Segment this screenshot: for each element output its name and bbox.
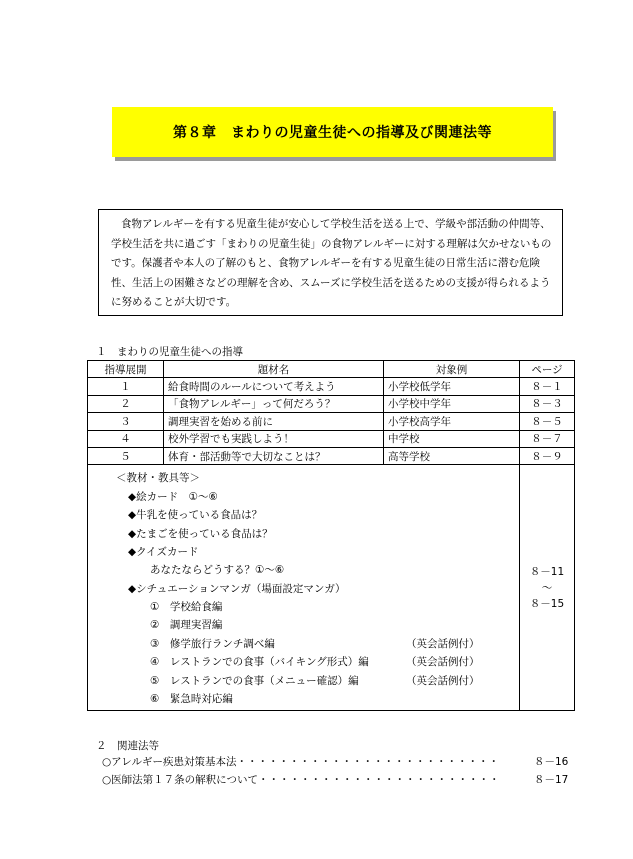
header-cell: 対象例 [384,361,520,378]
law-page: ８－16 [534,756,569,768]
row-target: 高等学校 [384,447,520,464]
material-item: ◆たまごを使っている食品は？ [128,527,273,540]
page-from: ８－11 [529,565,565,578]
material-item: ◆絵カード ①～⑥ [128,490,218,503]
material-item-text: ⑤ レストランでの食事（メニュー確認）編 [150,674,359,687]
header-cell: 指導展開 [88,361,164,378]
row-target: 中学校 [384,430,520,447]
row-number: ４ [88,430,164,447]
table-row [88,430,575,447]
material-item-text: ③ 修学旅行ランチ調べ編 [150,637,275,650]
row-page: ８－３ [520,395,575,412]
row-page: ８－５ [520,413,575,430]
chapter-title: 第８章 まわりの児童生徒への指導及び関連法等 [112,107,553,157]
intro-text: 食物アレルギーを有する児童生徒が安心して学校生活を送る上で、学級や部活動の仲間等、学校生活を共に過ごす「まわりの児童生徒」の食物アレルギーに対する理解は欠かせないものです。保護者や本人の了解のもと、食物アレルギーを有する児童生徒の日常生活に潜む危険性、生活上の困難さなどの理解を含め、スムーズに学校生活を送るための支援が得られるように努めることが大切です。 [98,209,563,316]
table-row [88,413,575,430]
material-item: ① 学校給食編 [150,601,223,614]
row-target: 小学校高学年 [384,413,520,430]
material-item: ◆クイズカード [128,545,199,558]
material-item-note: （英会話例付） [406,656,480,669]
row-number: ３ [88,413,164,430]
header-cell: 題材名 [164,361,384,378]
materials-page-range [520,465,575,711]
section1-heading: １ まわりの児童生徒への指導 [96,346,243,358]
material-item [88,653,519,671]
row-number: １ [88,378,164,395]
row-number: ２ [88,395,164,412]
material-item: あなたならどうする？①～⑥ [150,564,285,577]
section2-heading: ２ 関連法等 [96,740,159,752]
material-item-note: （英会話例付） [406,637,480,650]
material-item-note: （英会話例付） [406,674,480,687]
row-target: 小学校低学年 [384,378,520,395]
page-to: ８－15 [529,597,565,610]
header-cell: ページ [520,361,575,378]
materials-heading: ＜教材・教具等＞ [116,472,200,485]
guidance-table [87,360,575,711]
material-item: ⑥ 緊急時対応編 [150,693,233,706]
material-item: ◆牛乳を使っている食品は？ [128,509,263,522]
row-page: ８－１ [520,378,575,395]
table-header-row [88,361,575,378]
law-page: ８－17 [534,774,569,786]
row-number: ５ [88,447,164,464]
table-row [88,395,575,412]
page-separator: ～ [541,581,553,594]
materials-row [88,465,575,711]
material-item: ② 調理実習編 [150,619,223,632]
material-item-text: ④ レストランでの食事（バイキング形式）編 [150,656,369,669]
material-item [88,635,519,653]
row-page: ８－９ [520,447,575,464]
row-title: 校外学習でも実践しよう！ [164,430,384,447]
law-item: ○医師法第１７条の解釈について・・・・・・・・・・・・・・・・・・・・・・・ [102,774,500,786]
table-row [88,378,575,395]
row-title: 体育・部活動等で大切なことは？ [164,447,384,464]
table-row [88,447,575,464]
material-item [88,672,519,690]
row-title: 「食物アレルギー」って何だろう？ [164,395,384,412]
row-page: ８－７ [520,430,575,447]
law-item: ○アレルギー疾患対策基本法・・・・・・・・・・・・・・・・・・・・・・・・・ [102,756,499,768]
row-target: 小学校中学年 [384,395,520,412]
row-title: 調理実習を始める前に [164,413,384,430]
material-item: ◆シチュエーションマンガ（場面設定マンガ） [128,582,346,595]
row-title: 給食時間のルールについて考えよう [164,378,384,395]
materials-cell [88,465,520,711]
